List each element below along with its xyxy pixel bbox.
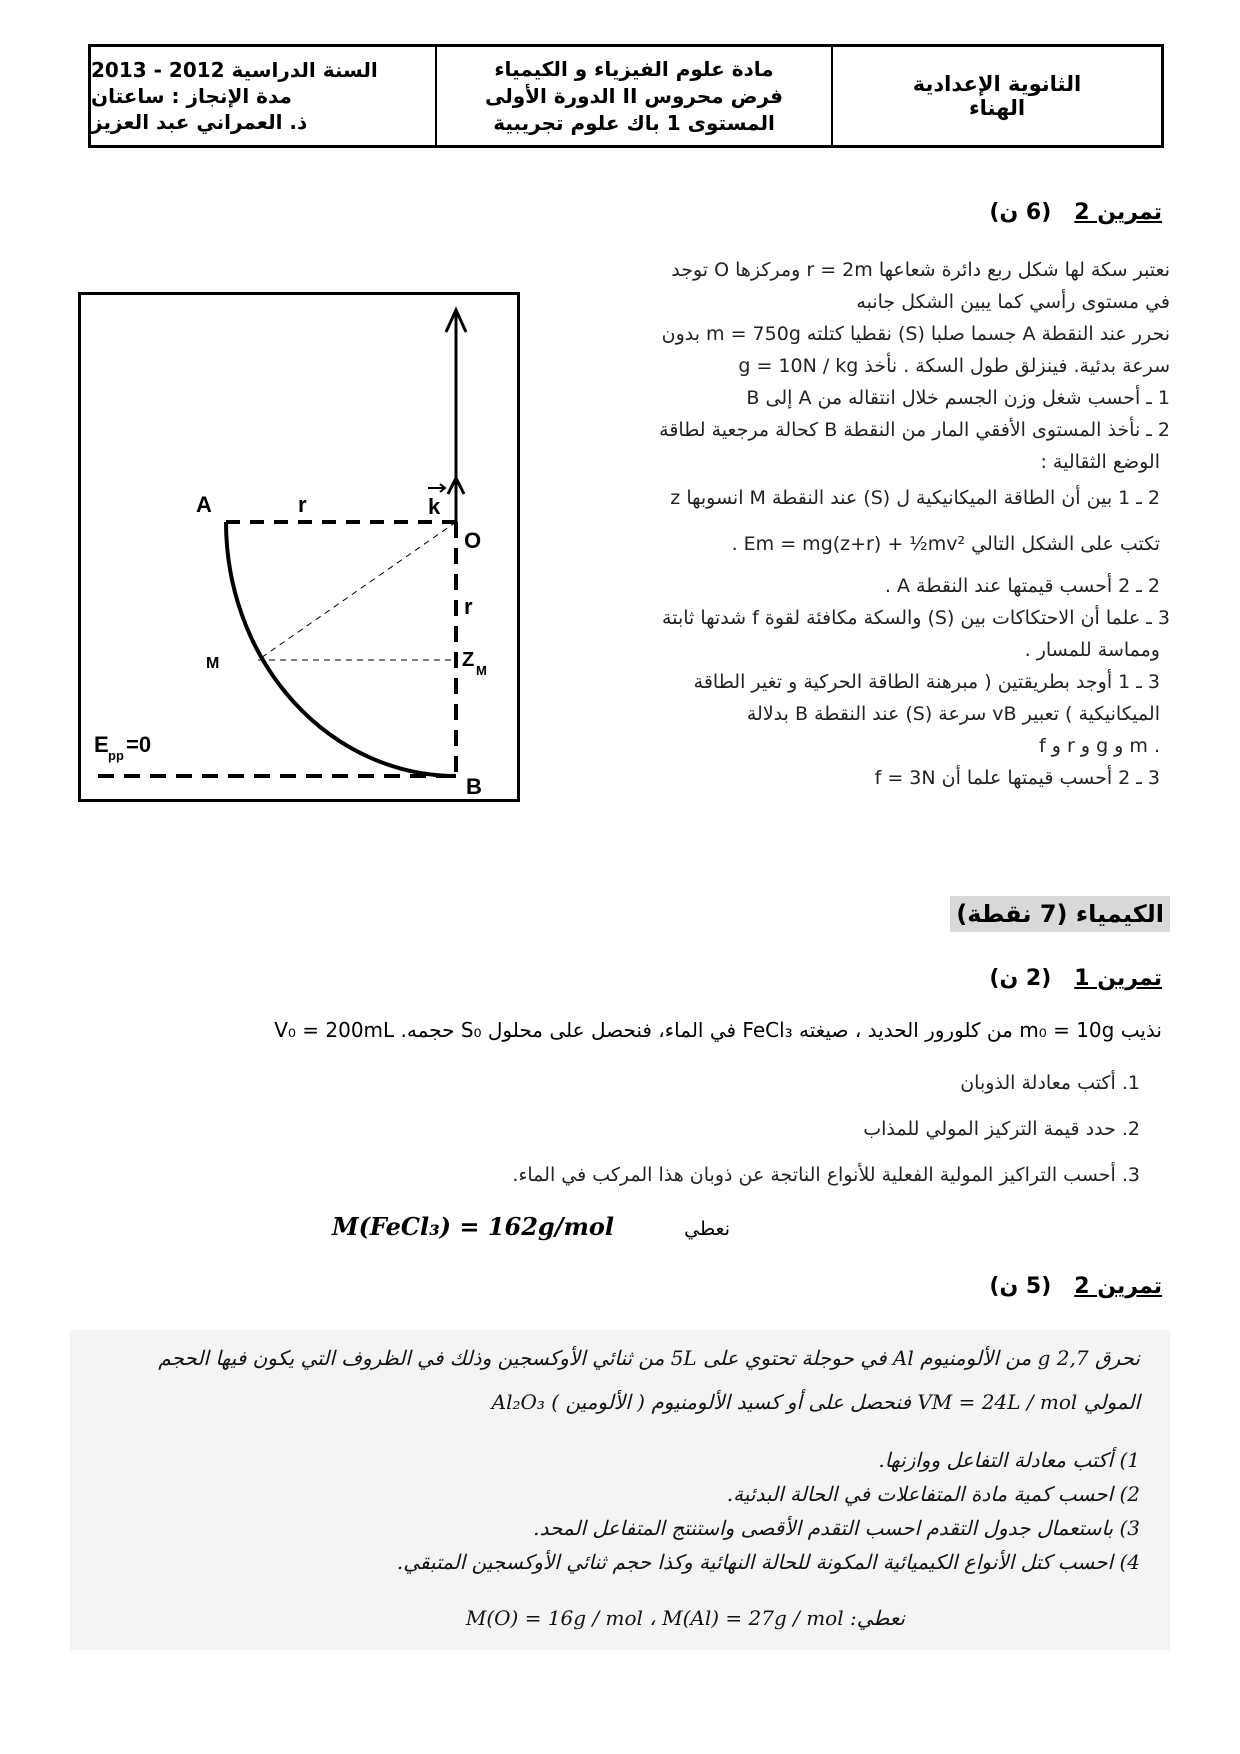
intro-line: في مستوى رأسي كما يبين الشكل جانبه (856, 291, 1170, 313)
ex2-question: 3) باستعمال جدول التقدم احسب التقدم الأقصى واستنتج المتفاعل المحد. (533, 1516, 1140, 1540)
ex-points: (2 ن) (989, 966, 1052, 991)
question-item: 2. حدد قيمة التركيز المولي للمذاب (863, 1118, 1140, 1140)
ex-title-label: تمرين 2 (1074, 200, 1162, 225)
ex2-given: نعطي: M(O) = 16g / mol ، M(Al) = 27g / mol (465, 1606, 905, 1630)
question-3-1-cont2: . m و g و r و f (1039, 735, 1160, 757)
teacher: ذ. العمراني عبد العزيز (91, 110, 308, 134)
question-3-cont: ومماسة للمسار . (1024, 639, 1160, 661)
question-2-1-formula: تكتب على الشكل التالي Em = mg(z+r) + ½mv² . (731, 533, 1160, 555)
school-subname: الهناء (968, 96, 1026, 120)
question-2-cont: الوضع الثقالية : (1040, 451, 1160, 473)
question-3-1-cont: الميكانيكية ) تعبير vB سرعة (S) عند النقطة B بدلالة (746, 703, 1160, 725)
ex2-question: 2) احسب كمية مادة المتفاعلات في الحالة البدئية. (726, 1482, 1140, 1506)
figure-frame (80, 294, 519, 801)
exam-cell (435, 47, 833, 145)
scanned-exercise (70, 1330, 1170, 1650)
chemistry-title: الكيمياء (7 نقطة) (950, 896, 1170, 932)
intro-line: نحرر عند النقطة A جسما صلبا (S) نقطيا كتلته m = 750g بدون (661, 323, 1170, 345)
label-Epp-val: =0 (126, 732, 152, 757)
question-2: 2 ـ نأخذ المستوى الأفقي المار من النقطة B كحالة مرجعية لطاقة (659, 419, 1170, 441)
ex-points: (5 ن) (989, 1274, 1052, 1299)
question-1: 1 ـ أحسب شغل وزن الجسم خلال انتقاله من A إلى B (746, 387, 1170, 409)
intro-line: نعتبر سكة لها شكل ربع دائرة شعاعها r = 2m ومركزها O توجد (671, 259, 1170, 281)
chem-ex2-title (989, 1274, 1162, 1299)
label-r-top: r (298, 492, 307, 517)
question-3-2: 3 ـ 2 أحسب قيمتها علما أن f = 3N (874, 767, 1160, 789)
question-2-1: 2 ـ 1 بين أن الطاقة الميكانيكية ل (S) عند النقطة M انسوبها z (670, 487, 1160, 509)
label-O: O (464, 528, 482, 553)
figure-svg (78, 292, 520, 802)
given-molar-mass: M(FeCl₃) = 162g/mol (332, 1212, 614, 1241)
ex2-question: 4) احسب كتل الأنواع الكيميائية المكونة للحالة النهائية وكذا حجم ثنائي الأوكسجين المتبقي. (396, 1550, 1140, 1574)
ex-title-label: تمرين 1 (1074, 966, 1162, 991)
chem-ex1-intro: نذيب m₀ = 10g من كلورور الحديد ، صيغته FeCl₃ في الماء، فنحصل على محلول S₀ حجمه. V₀ = 200mL (274, 1018, 1162, 1042)
school-name: الثانوية الإعدادية (912, 72, 1082, 96)
ex-points: (6 ن) (989, 200, 1052, 225)
question-item: 3. أحسب التراكيز المولية الفعلية للأنواع الناتجة عن ذوبان هذا المركب في الماء. (512, 1164, 1140, 1186)
label-Epp: E (94, 732, 109, 757)
info-cell (91, 47, 435, 145)
level: المستوى 1 باك علوم تجريبية (493, 110, 775, 135)
physics-text (570, 254, 1170, 794)
question-3-1: 3 ـ 1 أوجد بطريقتين ( مبرهنة الطاقة الحركية و تغير الطاقة (693, 671, 1160, 693)
chem-ex1-questions (240, 1072, 1140, 1210)
ex2-question: 1) أكتب معادلة التفاعل ووازنها. (878, 1448, 1140, 1472)
ex2-intro-line1: نحرق 2,7 g من الألومنيوم Al في حوجلة تحتوي على 5L من ثنائي الأوكسجين وذلك في الظروف التي يكون فيها الحجم (158, 1346, 1140, 1370)
label-k: k (428, 494, 441, 519)
track-figure (78, 292, 520, 802)
ex-title-label: تمرين 2 (1074, 1274, 1162, 1299)
label-B: B (466, 774, 482, 799)
school-cell (833, 47, 1161, 145)
intro-line: سرعة بدئية. فينزلق طول السكة . نأخذ g = 10N / kg (738, 355, 1170, 377)
label-Epp-sub: pp (108, 748, 124, 763)
duration: مدة الإنجاز : ساعتان (91, 84, 292, 108)
label-r-side: r (464, 594, 473, 619)
ex2-intro-line2: المولي VM = 24L / mol فنحصل على أو كسيد الألومنيوم ( الألومين ) Al₂O₃ (491, 1390, 1140, 1414)
given-label: نعطي (684, 1218, 730, 1240)
question-item: 1. أكتب معادلة الذوبان (960, 1072, 1140, 1094)
school-year: السنة الدراسية 2012 - 2013 (91, 58, 378, 82)
physics-ex2-title (989, 200, 1162, 225)
circular-track (226, 522, 456, 776)
radius-OM (258, 522, 456, 660)
question-2-2: 2 ـ 2 أحسب قيمتها عند النقطة A . (884, 575, 1160, 597)
question-3: 3 ـ علما أن الاحتكاكات بين (S) والسكة مكافئة لقوة f شدتها ثابتة (662, 607, 1170, 629)
subject: مادة علوم الفيزياء و الكيمياء (494, 56, 774, 81)
chem-ex1-title (989, 966, 1162, 991)
label-A: A (196, 492, 212, 517)
label-zM-sub: M (476, 663, 487, 678)
header-table (88, 44, 1164, 148)
exam-title: فرض محروس II الدورة الأولى (484, 83, 784, 108)
label-zM: Z (462, 649, 475, 671)
label-M: M (206, 655, 220, 672)
